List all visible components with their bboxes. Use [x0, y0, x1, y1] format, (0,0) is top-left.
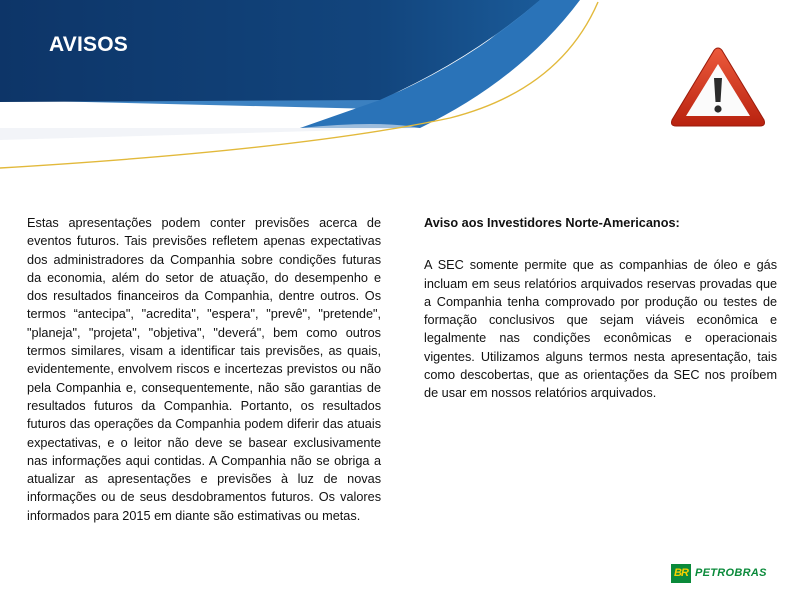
- notice-heading: Aviso aos Investidores Norte-Americanos:: [424, 215, 680, 230]
- petrobras-logo: [671, 563, 767, 583]
- warning-triangle-icon: [668, 44, 768, 130]
- logo-wordmark: PETROBRAS: [695, 567, 767, 579]
- disclaimer-body: Estas apresentações podem conter previsões acerca de eventos futuros. Tais previsões refletem apenas expectativas dos administradores da Companhia sobre condições futuras da economia, além do setor de atuação, do desempenho e dos resultados financeiros da Companhia, dentre outros. Os termos “antecipa", "acredita", "espera", "prevê", "pretende", "planeja", "projeta", "objetiva", "deverá", bem como outros termos similares, visam a identificar tais previsões, as quais, evidentemente, envolvem riscos e incertezas previstos ou não pela Companhia e, consequentemente, não são garantias de resultados futuros da Companhia. Portanto, os resultados futuros das operações da Companhia podem diferir das atuais expectativas, e o leitor não deve se basear exclusivamente nas informações aqui contidas. A Companhia não se obriga a atualizar as apresentações e previsões à luz de novas informações ou de seus desdobramentos futuros. Os valores informados para 2015 em diante são estimativas ou metas.: [27, 215, 382, 523]
- notice-body: A SEC somente permite que as companhias de óleo e gás incluam em seus relatórios arquivados reservas provadas que a Companhia tenha comprovado por produção ou testes de formação conclusivos que sejam viáveis econômica e legalmente nas condições econômicas e operacionais vigentes. Utilizamos alguns termos nesta apresentação, tais como descobertas, que as orientações da SEC nos proíbem de usar em nossos relatórios arquivados.: [424, 257, 778, 401]
- us-investors-notice: [424, 214, 777, 403]
- br-logo-mark: BR: [671, 564, 691, 583]
- slide-title: AVISOS: [49, 33, 128, 56]
- forward-looking-disclaimer: [27, 214, 381, 525]
